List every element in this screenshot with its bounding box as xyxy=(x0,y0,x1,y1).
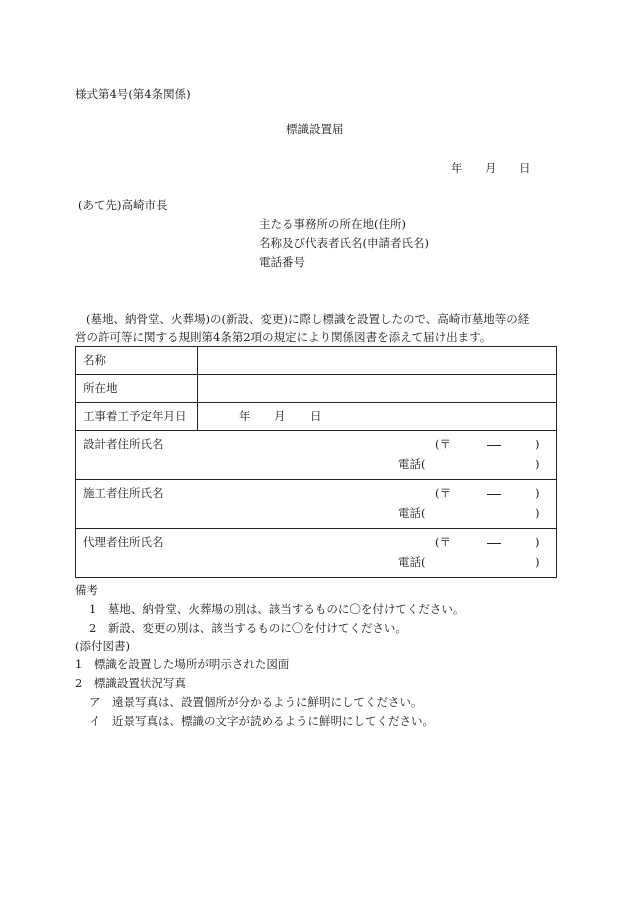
builder-tel-close: ) xyxy=(535,506,540,520)
row-location xyxy=(76,375,557,403)
name-value-cell[interactable] xyxy=(198,347,557,375)
start-date-label: 工事着工予定年月日 xyxy=(83,409,187,423)
agent-tel-close: ) xyxy=(535,555,540,569)
body-text-line-1: (墓地、納骨堂、火葬場)の(新設、変更)に際し標識を設置したので、高崎市墓地等の経 xyxy=(86,312,530,326)
designer-cell[interactable] xyxy=(76,431,557,480)
location-value-cell[interactable] xyxy=(198,375,557,403)
designer-postal-close: ) xyxy=(535,437,540,451)
agent-tel-label: 電話( xyxy=(398,555,426,569)
designer-label: 設計者住所氏名 xyxy=(83,437,164,451)
start-date-month: 月 xyxy=(274,409,286,423)
agent-cell[interactable] xyxy=(76,529,557,578)
page-title: 標識設置届 xyxy=(286,122,344,136)
builder-postal-close: ) xyxy=(535,486,540,500)
location-label: 所在地 xyxy=(83,381,118,395)
body-text-line-2: 営の許可等に関する規則第4条第2項の規定により関係図書を添えて届け出ます。 xyxy=(75,330,492,344)
agent-postal-open: (〒 xyxy=(435,535,451,549)
row-agent xyxy=(76,529,557,578)
agent-postal-close: ) xyxy=(535,535,540,549)
date-day: 日 xyxy=(519,161,531,175)
attachment-item-2: 2 標識設置状況写真 xyxy=(75,676,186,690)
row-designer xyxy=(76,431,557,480)
attachment-item-1: 1 標識を設置した場所が明示された図面 xyxy=(75,657,290,671)
designer-tel-close: ) xyxy=(535,457,540,471)
applicant-address-label: 主たる事務所の所在地(住所) xyxy=(259,217,406,231)
note-item-1: 1 墓地、納骨堂、火葬場の別は、該当するものに〇を付けてください。 xyxy=(89,602,465,616)
attachments-heading: (添付図書) xyxy=(75,639,130,653)
name-label-cell xyxy=(76,347,198,375)
applicant-phone-label: 電話番号 xyxy=(259,255,305,269)
row-start-date xyxy=(76,403,557,431)
start-date-day: 日 xyxy=(310,409,322,423)
start-date-label-cell xyxy=(76,403,198,431)
applicant-name-label: 名称及び代表者氏名(申請者氏名) xyxy=(259,236,429,250)
designer-postal-dash xyxy=(487,445,501,446)
notification-table xyxy=(75,346,557,578)
row-name xyxy=(76,347,557,375)
builder-cell[interactable] xyxy=(76,480,557,529)
row-builder xyxy=(76,480,557,529)
location-label-cell xyxy=(76,375,198,403)
designer-postal-open: (〒 xyxy=(435,437,451,451)
addressee: (あて先)高崎市長 xyxy=(78,198,168,212)
designer-tel-label: 電話( xyxy=(398,457,426,471)
date-month: 月 xyxy=(485,161,497,175)
agent-postal-dash xyxy=(487,543,501,544)
name-label: 名称 xyxy=(83,353,106,367)
builder-tel-label: 電話( xyxy=(398,506,426,520)
builder-label: 施工者住所氏名 xyxy=(83,486,164,500)
attachment-sub-a: ア 遠景写真は、設置個所が分かるように鮮明にしてください。 xyxy=(89,695,423,709)
date-year: 年 xyxy=(451,161,463,175)
note-item-2: 2 新設、変更の別は、該当するものに〇を付けてください。 xyxy=(89,621,407,635)
start-date-year: 年 xyxy=(239,409,251,423)
notes-heading: 備考 xyxy=(75,583,98,597)
builder-postal-open: (〒 xyxy=(435,486,451,500)
start-date-value-cell[interactable] xyxy=(198,403,557,431)
attachment-sub-i: イ 近景写真は、標識の文字が読めるように鮮明にしてください。 xyxy=(89,714,434,728)
builder-postal-dash xyxy=(487,494,501,495)
form-number: 様式第4号(第4条関係) xyxy=(75,87,191,101)
agent-label: 代理者住所氏名 xyxy=(83,535,164,549)
